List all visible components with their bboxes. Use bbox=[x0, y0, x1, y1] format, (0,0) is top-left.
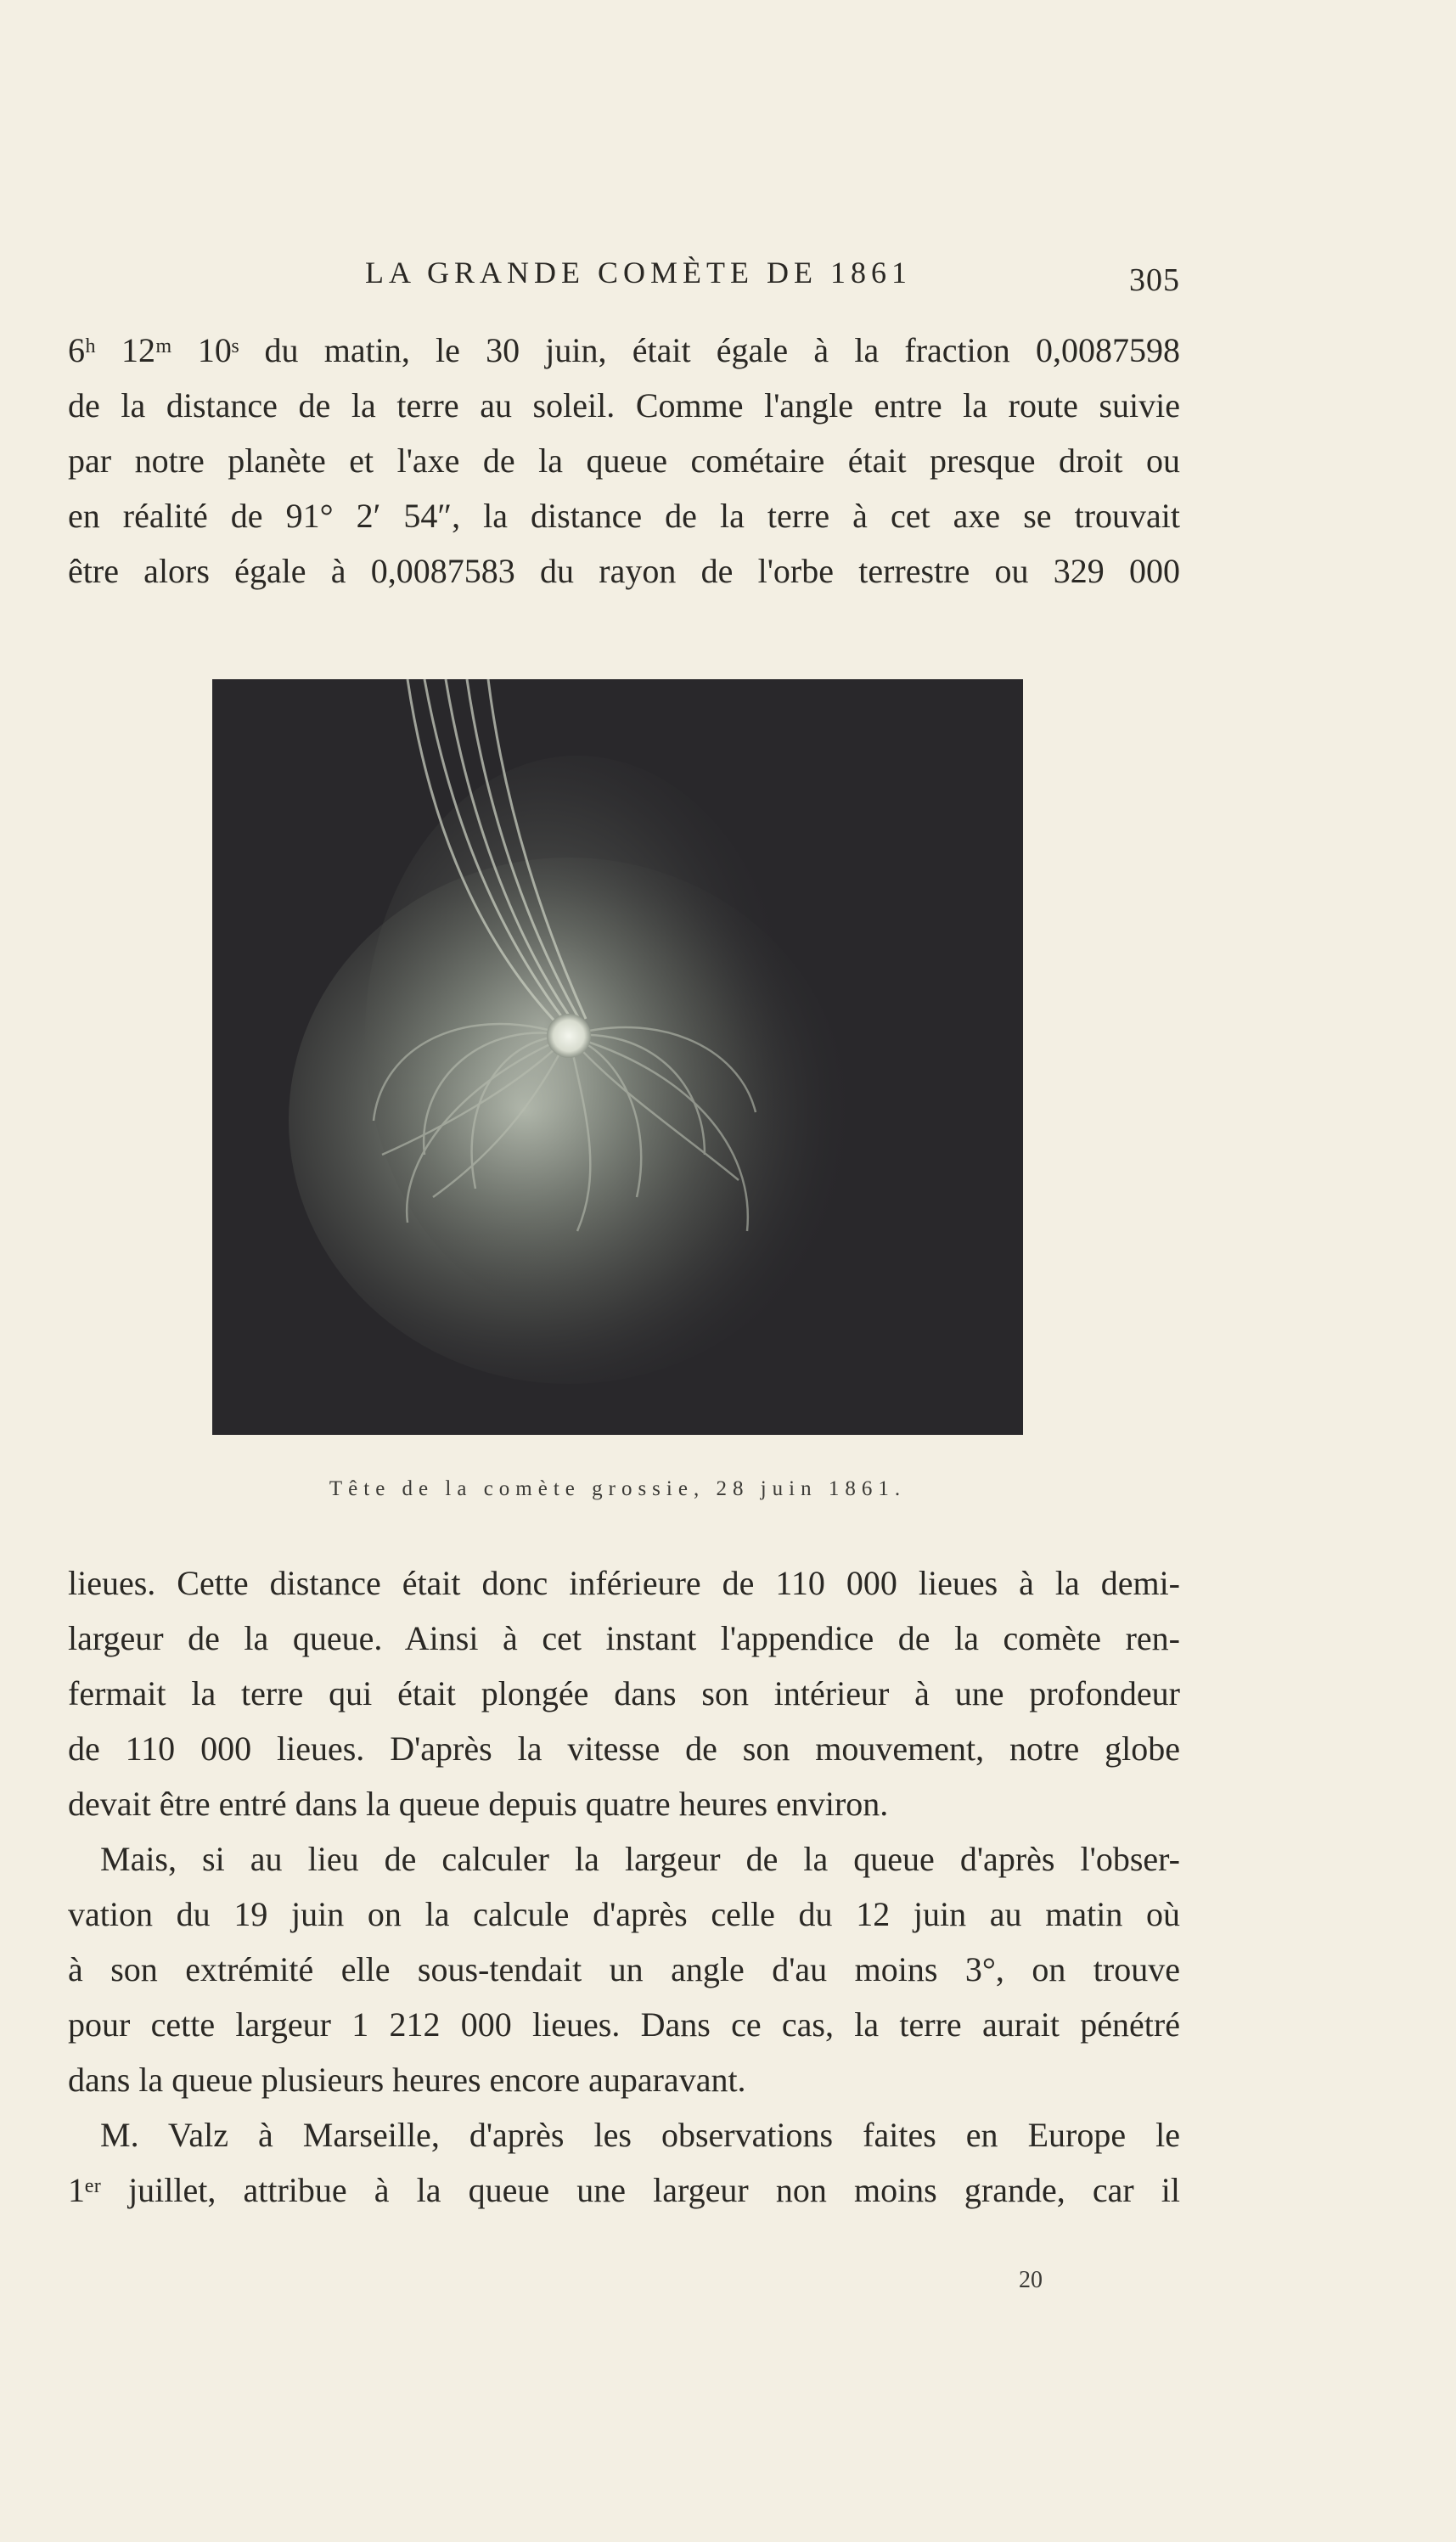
text-line: en réalité de 91° 2′ 54″, la distance de la terre à cet axe se trouvait bbox=[68, 497, 1180, 535]
text-line: 1ᵉʳ juillet, attribue à la queue une largeur non moins grande, car il bbox=[68, 2171, 1180, 2209]
figure-caption: Tête de la comète grossie, 28 juin 1861. bbox=[329, 1477, 907, 1500]
text-line: M. Valz à Marseille, d'après les observations faites en Europe le bbox=[100, 2116, 1180, 2154]
text-line: Mais, si au lieu de calculer la largeur de la queue d'après l'obser- bbox=[100, 1840, 1180, 1878]
text-line: 6ʰ 12ᵐ 10ˢ du matin, le 30 juin, était égale à la fraction 0,0087598 bbox=[68, 331, 1180, 369]
text-line: pour cette largeur 1 212 000 lieues. Dans ce cas, la terre aurait pénétré bbox=[68, 2005, 1180, 2044]
text-line: lieues. Cette distance était donc inférieure de 110 000 lieues à la demi- bbox=[68, 1564, 1180, 1602]
comet-head-illustration bbox=[212, 679, 1023, 1435]
comet-engraving bbox=[212, 679, 1023, 1435]
text-line: largeur de la queue. Ainsi à cet instant l'appendice de la comète ren- bbox=[68, 1619, 1180, 1657]
page-number: 305 bbox=[1129, 262, 1180, 298]
text-line: fermait la terre qui était plongée dans son intérieur à une profondeur bbox=[68, 1674, 1180, 1712]
text-line: devait être entré dans la queue depuis quatre heures environ. bbox=[68, 1785, 889, 1823]
text-line: à son extrémité elle sous-tendait un angle d'au moins 3°, on trouve bbox=[68, 1950, 1180, 1988]
paragraph-bottom-3 bbox=[68, 2107, 1180, 2218]
text-line: de la distance de la terre au soleil. Comme l'angle entre la route suivie bbox=[68, 386, 1180, 425]
paragraph-bottom-1 bbox=[68, 1555, 1180, 1831]
text-line: par notre planète et l'axe de la queue cométaire était presque droit ou bbox=[68, 441, 1180, 480]
text-line: être alors égale à 0,0087583 du rayon de l'orbe terrestre ou 329 000 bbox=[68, 552, 1180, 590]
text-line: de 110 000 lieues. D'après la vitesse de son mouvement, notre globe bbox=[68, 1729, 1180, 1768]
paragraph-top bbox=[68, 323, 1180, 599]
paragraph-bottom-2 bbox=[68, 1831, 1180, 2107]
running-head: LA GRANDE COMÈTE DE 1861 bbox=[365, 256, 912, 290]
signature-mark: 20 bbox=[1019, 2267, 1043, 2293]
text-line: vation du 19 juin on la calcule d'après celle du 12 juin au matin où bbox=[68, 1895, 1180, 1933]
text-line: dans la queue plusieurs heures encore auparavant. bbox=[68, 2061, 746, 2099]
